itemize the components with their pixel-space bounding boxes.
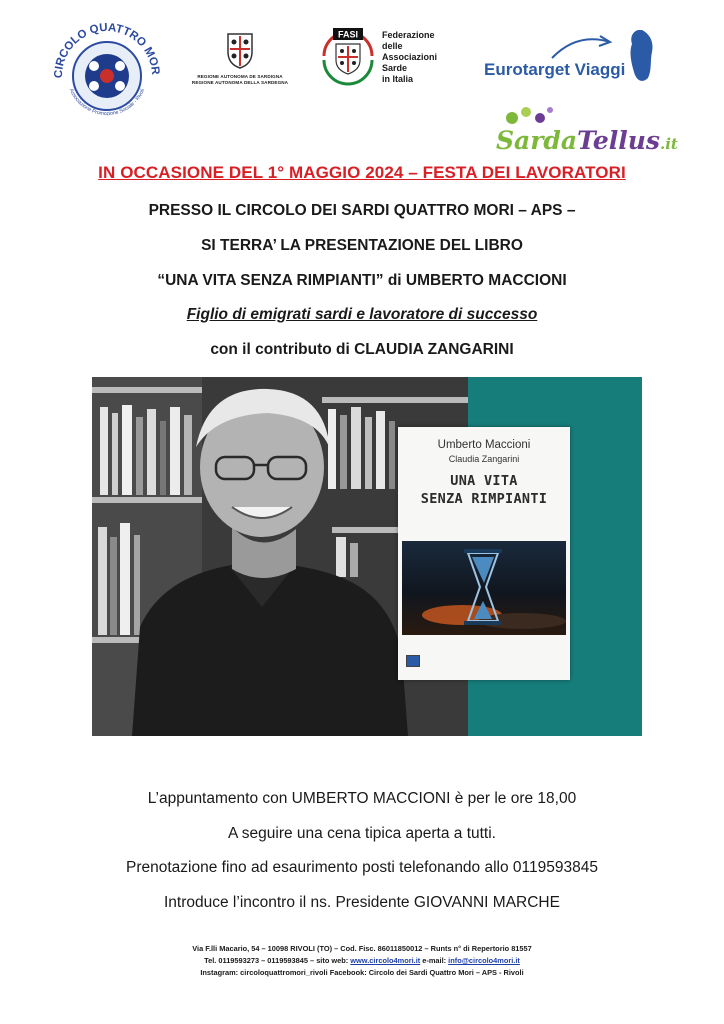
sardatellus-part2: Tellus	[577, 126, 660, 155]
book-author-1: Umberto Maccioni	[437, 439, 531, 451]
fasi-emblem-icon	[318, 26, 378, 88]
footer-contacts	[0, 956, 724, 965]
eurotarget-swoosh-icon	[482, 28, 657, 90]
publisher-badge-icon	[406, 655, 420, 667]
sardatellus-wordmark	[496, 126, 678, 155]
book-title-line-1: UNA VITA	[450, 473, 518, 489]
fasi-logo	[318, 26, 458, 96]
fasi-line: Associazioni	[382, 52, 438, 62]
book-title-line: “UNA VITA SENZA RIMPIANTI” di UMBERTO MACCIONI	[157, 272, 567, 289]
eurotarget-viaggi-logo	[482, 28, 657, 90]
author-photo-with-book	[92, 377, 642, 736]
dinner-line: A seguire una cena tipica aperta a tutti.	[228, 825, 496, 842]
circolo-logo-top-text: CIRCOLO QUATTRO MOR	[52, 22, 162, 79]
website-link[interactable]: www.circolo4mori.it	[350, 956, 421, 965]
sardatellus-logo	[492, 104, 678, 162]
footer-address: Via F.lli Macario, 54 – 10098 RIVOLI (TO) – Cod. Fisc. 86011850012 – Runts n° di Repertorio 81557	[192, 944, 532, 953]
regione-sardegna-logo	[190, 30, 290, 100]
subtitle-line: Figlio di emigrati sardi e lavoratore di successo	[186, 306, 538, 323]
headline: IN OCCASIONE DEL 1° MAGGIO 2024 – FESTA DEI LAVORATORI	[98, 163, 626, 182]
sardatellus-leaves-icon	[498, 104, 558, 128]
fasi-line: Federazione	[382, 30, 435, 40]
sardatellus-part1: Sarda	[496, 126, 578, 155]
book-cover	[398, 427, 570, 680]
regione-crest-icon	[225, 30, 255, 70]
booking-line: Prenotazione fino ad esaurimento posti telefonando allo 0119593845	[126, 859, 598, 876]
regione-line-1: REGIONE AUTONOMA DE SARDIGNA	[197, 74, 283, 79]
regione-line-2: REGIONE AUTONOMA DELLA SARDEGNA	[191, 80, 289, 85]
hourglass-image	[402, 541, 566, 635]
fasi-badge-text: FASI	[337, 29, 359, 40]
footer-email-label: e-mail:	[420, 956, 449, 965]
fasi-line: delle	[382, 41, 403, 51]
sardatellus-suffix: .it	[660, 135, 678, 153]
email-link[interactable]: info@circolo4mori.it	[448, 956, 520, 965]
hourglass-icon	[402, 541, 566, 635]
book-title-line-2: SENZA RIMPIANTI	[420, 491, 548, 507]
appointment-time-line: L’appuntamento con UMBERTO MACCIONI è per le ore 18,00	[147, 790, 577, 807]
fasi-name	[382, 30, 437, 85]
circolo-logo-bottom-text: Associazione Promozione Sociale - Rivoli	[67, 88, 147, 118]
contributor-line: con il contributo di CLAUDIA ZANGARINI	[210, 341, 514, 358]
introduction-line: Introduce l’incontro il ns. Presidente GIOVANNI MARCHE	[164, 894, 560, 911]
fasi-line: Sarde	[382, 63, 408, 73]
fasi-line: in Italia	[382, 74, 414, 84]
circolo-quattro-mori-logo	[48, 22, 166, 122]
presentation-line: SI TERRA’ LA PRESENTAZIONE DEL LIBRO	[201, 237, 523, 254]
footer-social: Instagram: circoloquattromori_rivoli Facebook: Circolo dei Sardi Quattro Mori – APS - Rivoli	[200, 968, 524, 977]
venue-line: PRESSO IL CIRCOLO DEI SARDI QUATTRO MORI – APS –	[148, 202, 576, 219]
eurotarget-name: Eurotarget Viaggi	[484, 60, 626, 79]
footer-phone-text: Tel. 0119593273 – 0119593845 – sito web:	[204, 956, 351, 965]
book-author-2: Claudia Zangarini	[448, 454, 520, 464]
